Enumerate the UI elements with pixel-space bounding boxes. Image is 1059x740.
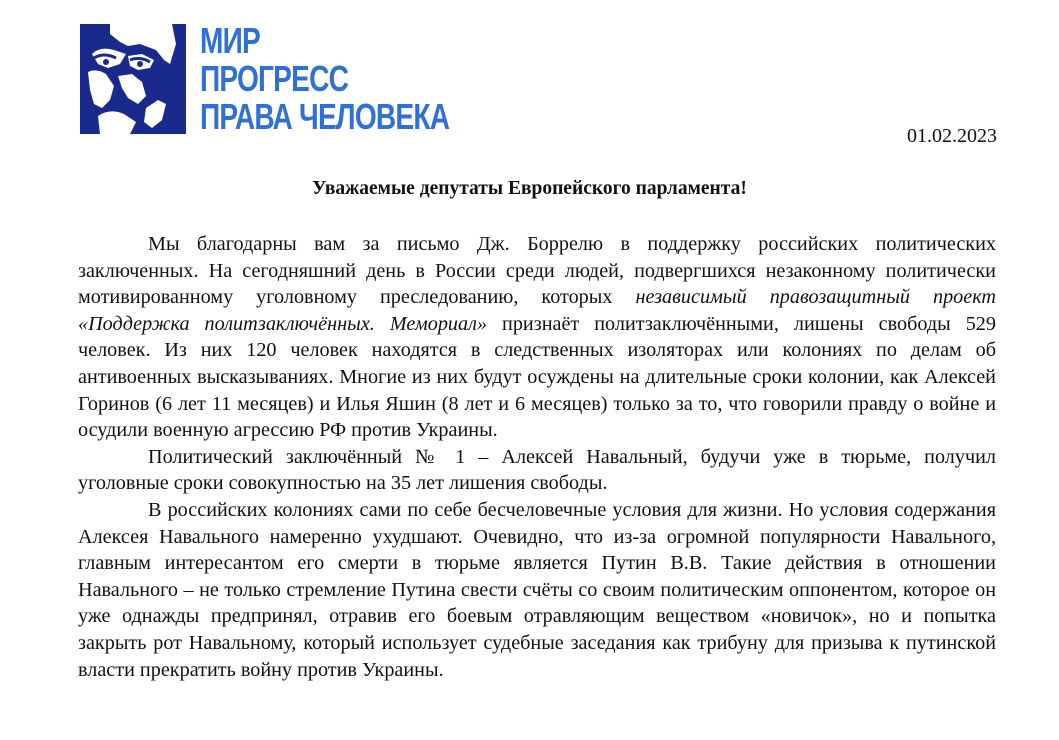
letter-date: 01.02.2023 bbox=[907, 125, 997, 147]
letter-salutation: Уважаемые депутаты Европейского парламента! bbox=[312, 178, 747, 199]
paragraph-1-text-b: признаёт политзаключёнными, лишены свободы 529 человек. Из них 120 человек находятся в следственных изоляторах или колониях по делам об антивоенных высказываниях. Многие из них будут осуждены на длительные сроки колонии, как Алексей Горинов (6 лет 11 месяцев) и Илья Яшин (8 лет и 6 месяцев) только за то, что говорили правду о войне и осудили военную агрессию РФ против Украины. bbox=[78, 312, 996, 442]
logo-line-1: МИР bbox=[200, 20, 260, 61]
portrait-icon bbox=[80, 24, 186, 134]
paragraph-1-italic-project-name: независимый правозащитный проект «Поддержка политзаключённых. Мемориал» bbox=[78, 286, 996, 335]
logo-line-3: ПРАВА ЧЕЛОВЕКА bbox=[200, 96, 450, 137]
paragraph-1-text-a: Мы благодарны вам за письмо Дж. Боррелю в поддержку российских политических заключенных. На сегодняшний день в России среди людей, подвергшихся незаконному политически мотивированному уголовному преследованию, которых bbox=[78, 233, 996, 309]
paragraph-3: В российских колониях сами по себе бесчеловечные условия для жизни. Но условия содержания Алексея Навального намеренно ухудшают. Очевидно, что из-за огромной популярности Навального, главным интересантом его смерти в тюрьме является Путин В.В. Такие действия в отношении Навального – не только стремление Путина свести счёты со своим политическим оппонентом, которое он уже однажды предпринял, отравив его боевым отравляющим веществом «новичок», но и попытка закрыть рот Навальному, который использует судебные заседания как трибуну для призыва к путинской власти прекратить войну против Украины. bbox=[78, 498, 996, 681]
organization-logo bbox=[80, 20, 470, 137]
letter-body bbox=[78, 231, 996, 683]
paragraph-2: Политический заключённый № 1 – Алексей Навальный, будучи уже в тюрьме, получил уголовные сроки совокупностью на 35 лет лишения свободы. bbox=[78, 445, 996, 495]
logo-line-2: ПРОГРЕСС bbox=[200, 58, 349, 99]
paragraph-1 bbox=[78, 231, 996, 444]
